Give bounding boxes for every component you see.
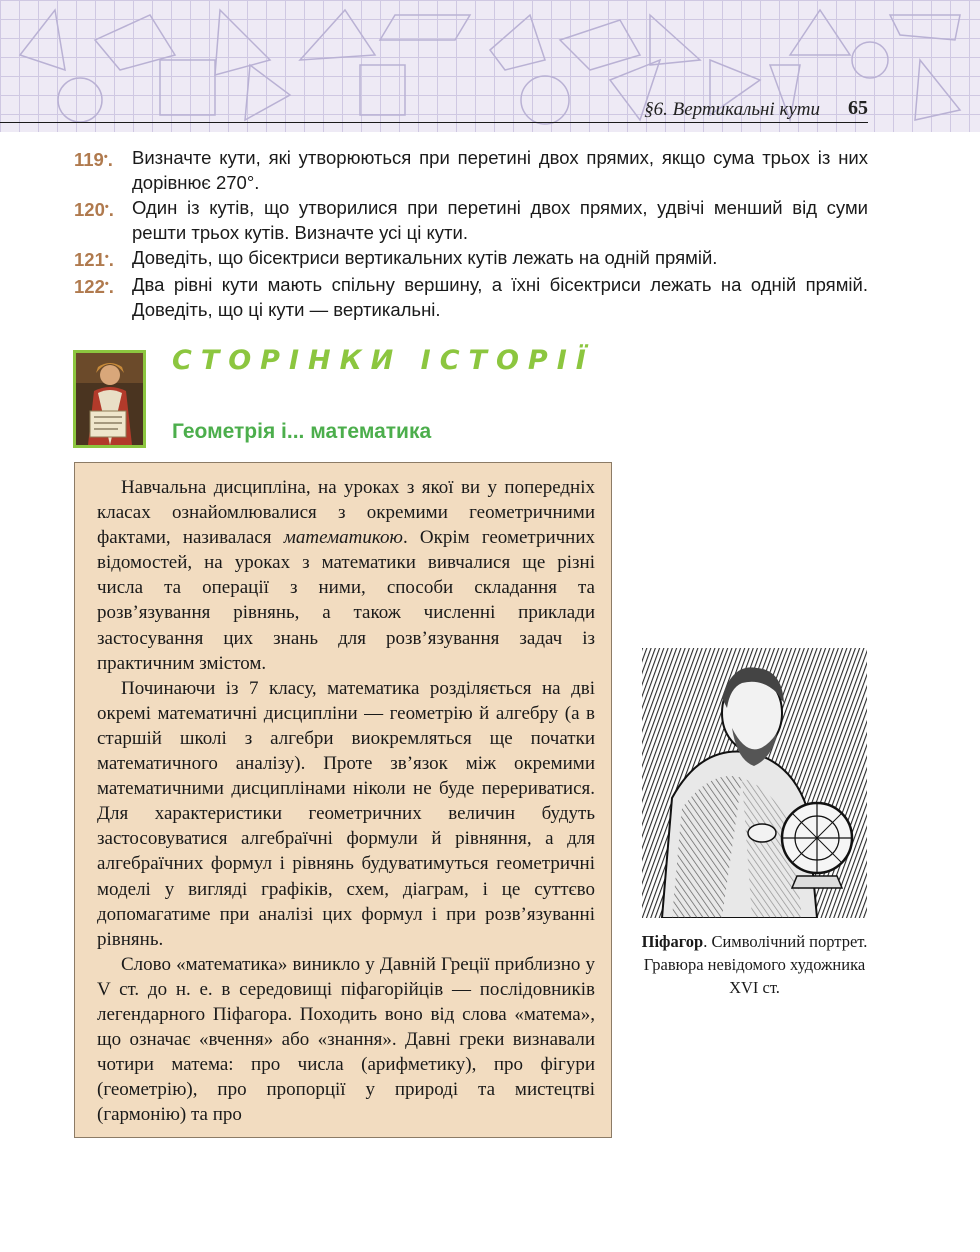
exercise-text: Один із кутів, що утворилися при перетині двох прямих, удвічі менший від суми решти трьох кутів. Визначте усі ці кути. <box>132 197 868 243</box>
exercise-item <box>74 272 868 322</box>
section-title: Геометрія і... математика <box>172 420 432 443</box>
history-heading: СТОРІНКИ ІСТОРІЇ <box>172 345 595 376</box>
header-band <box>0 0 980 132</box>
paragraph: Слово «математика» виникло у Давній Греції приблизно у V ст. до н. е. в середовищі піфагорійців — послідовників легендарного Піфагора. Походить воно від слова «матема», що означає «вчення» або «знання». Давні греки визнавали чотири матема: про числа (арифметику), про фігури (геометрію), про пропорції у природі та мистецтві (гармонію) та про <box>97 953 595 1126</box>
pythagoras-portrait-image <box>642 648 867 918</box>
exercise-text: Два рівні кути мають спільну вершину, а їхні бісектриси лежать на одній прямій. Доведіть, що ці кути — вертикальні. <box>132 274 868 320</box>
exercise-number: 119•. <box>74 149 113 170</box>
exercise-text: Визначте кути, які утворюються при перетині двох прямих, якщо сума трьох із них дорівнює 270°. <box>132 147 868 193</box>
decorative-shapes <box>0 0 980 132</box>
exercise-item <box>74 245 868 272</box>
portrait-caption <box>632 930 877 999</box>
exercise-item <box>74 195 868 245</box>
caption-text: . Символічний портрет. Гравюра невідомого художника XVI ст. <box>643 932 868 997</box>
exercise-list <box>74 145 868 322</box>
page-number: 65 <box>848 97 868 119</box>
running-head: §6. Вертикальні кути <box>644 99 820 120</box>
caption-name: Піфагор <box>641 932 704 951</box>
exercise-item <box>74 145 868 195</box>
header-rule <box>0 122 868 123</box>
history-thumbnail-image <box>73 350 146 448</box>
exercise-number: 122•. <box>74 276 114 297</box>
paragraph: Починаючи із 7 класу, математика розділяється на дві окремі математичні дисципліни — геометрію й алгебру (а в старшій школі з алгебри виокремляться ще початки математичного аналізу). Проте зв’язок між окремими математичними дисциплінами ніколи не буде перериватися. Для характеристики геометричних величин будуть застосовуватися алгебраїчні формули й рівняння, а для алгебраїчних формул і рівнянь будуватимуться геометричні моделі у вигляді графіків, схем, діаграм, і це суттєво допомагатиме при аналізі цих формул і при розв’язуванні рівнянь. <box>97 677 595 950</box>
exercise-number: 120•. <box>74 199 114 220</box>
paragraph: Навчальна дисципліна, на уроках з якої ви у попередніх класах ознайомлювалися з окремими геометричними фактами, називалася математикою. Окрім геометричних відомостей, на уроках з математики вивчалися ще різні числа та операції з ними, способи складання та розв’язування рівнянь, а також численні приклади застосування цих знань для розв’язування задач із практичним змістом. <box>97 477 595 674</box>
history-text-box <box>74 462 612 1138</box>
exercise-number: 121•. <box>74 249 114 270</box>
exercise-text: Доведіть, що бісектриси вертикальних кутів лежать на одній прямій. <box>132 247 718 268</box>
